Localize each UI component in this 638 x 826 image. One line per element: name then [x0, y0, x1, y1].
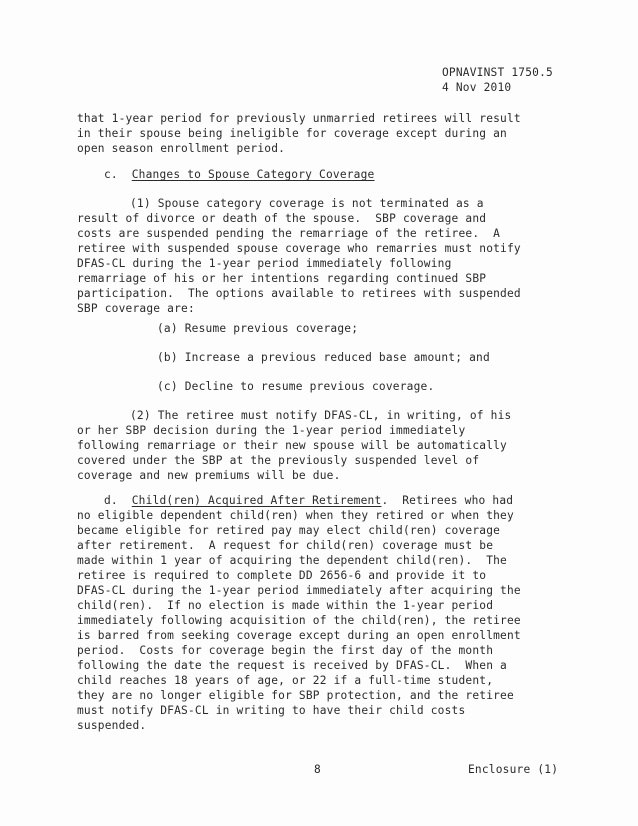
option-item: (c) Decline to resume previous coverage. [157, 380, 435, 393]
section-d-line: made within 1 year of acquiring the dependent child(ren). The [77, 554, 507, 567]
section-d-line: following the date the request is received by DFAS-CL. When a [77, 659, 507, 672]
instruction-number: OPNAVINST 1750.5 [442, 66, 553, 79]
section-d-title: Child(ren) Acquired After Retirement [131, 494, 382, 507]
section-c-para1-line: (1) Spouse category coverage is not terminated as a [130, 197, 484, 210]
section-d-line: must notify DFAS-CL in writing to have their child costs [77, 704, 466, 717]
section-c-para1-line: participation. The options available to retirees with suspended [77, 287, 521, 300]
section-c-heading [104, 168, 375, 182]
section-d-line: they are no longer eligible for SBP protection, and the retiree [77, 689, 514, 702]
option-item: (a) Resume previous coverage; [157, 322, 359, 335]
section-d-line: immediately following acquisition of the child(ren), the retiree [77, 614, 521, 627]
section-c-para2-line: or her SBP decision during the 1-year period immediately [77, 424, 466, 437]
intro-line: in their spouse being ineligible for coverage except during an [77, 127, 507, 140]
section-d-line: retiree is required to complete DD 2656-6 and provide it to [77, 569, 487, 582]
section-c-para1-line: retiree with suspended spouse coverage who remarries must notify [77, 242, 521, 255]
page-number: 8 [314, 763, 321, 776]
section-c-title: Changes to Spouse Category Coverage [131, 168, 375, 181]
section-c-para1-line: DFAS-CL during the 1-year period immediately following [77, 257, 452, 270]
section-d-line: is barred from seeking coverage except during an open enrollment [77, 629, 521, 642]
section-c-para1-line: remarriage of his or her intentions regarding continued SBP [77, 272, 487, 285]
section-d-line: child(ren). If no election is made within the 1-year period [77, 599, 494, 612]
section-d-line: became eligible for retired pay may elect child(ren) coverage [77, 524, 501, 537]
option-item: (b) Increase a previous reduced base amount; and [157, 351, 490, 364]
section-c-para2-line: (2) The retiree must notify DFAS-CL, in writing, of his [130, 409, 512, 422]
enclosure-label: Enclosure (1) [468, 763, 559, 776]
section-c-para2-line: following remarriage or their new spouse will be automatically [77, 439, 507, 452]
intro-line: that 1-year period for previously unmarried retirees will result [77, 112, 521, 125]
section-c-para2-line: covered under the SBP at the previously suspended level of [77, 454, 480, 467]
section-d-line: DFAS-CL during the 1-year period immediately after acquiring the [77, 584, 521, 597]
section-c-para1-line: result of divorce or death of the spouse. SBP coverage and [77, 212, 487, 225]
section-c-para1-line: costs are suspended pending the remarriage of the retiree. A [77, 227, 501, 240]
document-date: 4 Nov 2010 [442, 81, 512, 94]
section-d-line: after retirement. A request for child(ren) coverage must be [77, 539, 494, 552]
section-d-heading [104, 494, 513, 508]
section-d-line: suspended. [77, 719, 147, 732]
section-d-line: period. Costs for coverage begin the first day of the month [77, 644, 494, 657]
intro-line: open season enrollment period. [77, 142, 286, 155]
section-c-para2-line: coverage and new premiums will be due. [77, 469, 341, 482]
section-c-label: c. [104, 168, 118, 181]
section-c-para1-line: SBP coverage are: [77, 302, 195, 315]
section-d-label: d. [104, 494, 118, 507]
section-d-line: child reaches 18 years of age, or 22 if a full-time student, [77, 674, 494, 687]
section-d-line: no eligible dependent child(ren) when they retired or when they [77, 509, 514, 522]
section-d-first-line-tail: . Retirees who had [381, 494, 514, 507]
